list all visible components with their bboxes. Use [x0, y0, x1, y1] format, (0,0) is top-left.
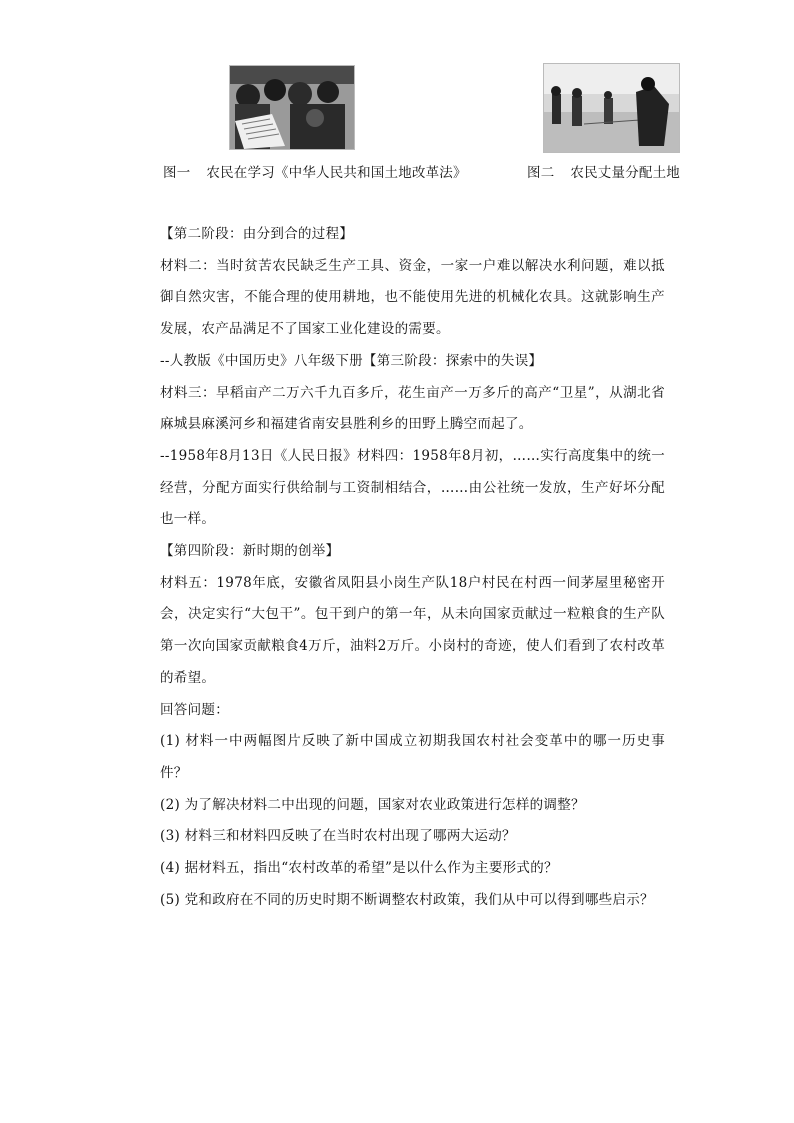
figure-1-caption-text: 农民在学习《中华人民共和国土地改革法》	[206, 165, 467, 181]
section-heading-stage-2: 【第二阶段：由分到合的过程】	[160, 226, 354, 242]
question-1: (1) 材料一中两幅图片反映了新中国成立初期我国农村社会变革中的哪一历史事件？	[160, 733, 665, 781]
question-3: (3) 材料三和材料四反映了在当时农村出现了哪两大运动？	[160, 828, 516, 845]
photo-farmers-studying-land-reform-law	[229, 65, 355, 150]
figure-1-number: 图一	[163, 165, 191, 181]
photo-farmers-measuring-land	[543, 63, 680, 153]
document-body	[160, 219, 665, 916]
figure-1-caption	[163, 164, 467, 182]
questions-heading: 回答问题：	[160, 701, 229, 718]
figure-2-caption	[527, 164, 680, 182]
material-5-paragraph: 材料五：1978年底，安徽省凤阳县小岗生产队18户村民在村西一间茅屋里秘密开会，决定实行“大包干”。包干到户的第一年，从未向国家贡献过一粒粮食的生产队第一次向国家贡献粮食4万斤，油料2万斤。小岗村的奇迹，使人们看到了农村改革的希望。	[160, 574, 665, 686]
question-5: (5) 党和政府在不同的历史时期不断调整农村政策，我们从中可以得到哪些启示？	[160, 891, 654, 908]
material-3-paragraph: 材料三：早稻亩产二万六千九百多斤，花生亩产一万多斤的高产“卫星”，从湖北省麻城县麻溪河乡和福建省南安县胜利乡的田野上腾空而起了。	[160, 384, 665, 433]
figure-2-number: 图二	[527, 165, 555, 181]
source-and-section-heading-stage-3: --人教版《中国历史》八年级下册【第三阶段：探索中的失误】	[160, 352, 543, 369]
figure-2-caption-text: 农民丈量分配土地	[570, 165, 681, 181]
material-4-paragraph: --1958年8月13日《人民日报》材料四：1958年8月初，……实行高度集中的统一经营，分配方面实行供给制与工资制相结合，……由公社统一发放，生产好坏分配也一样。	[160, 447, 665, 528]
question-2: (2) 为了解决材料二中出现的问题，国家对农业政策进行怎样的调整？	[160, 796, 585, 813]
question-4: (4) 据材料五，指出“农村改革的希望”是以什么作为主要形式的？	[160, 860, 558, 877]
section-heading-stage-4: 【第四阶段：新时期的创举】	[160, 543, 340, 560]
material-2-paragraph: 材料二：当时贫苦农民缺乏生产工具、资金，一家一户难以解决水利问题，难以抵御自然灾害，不能合理的使用耕地，也不能使用先进的机械化农具。这就影响生产发展，农产品满足不了国家工业化建设的需要。	[160, 257, 665, 338]
